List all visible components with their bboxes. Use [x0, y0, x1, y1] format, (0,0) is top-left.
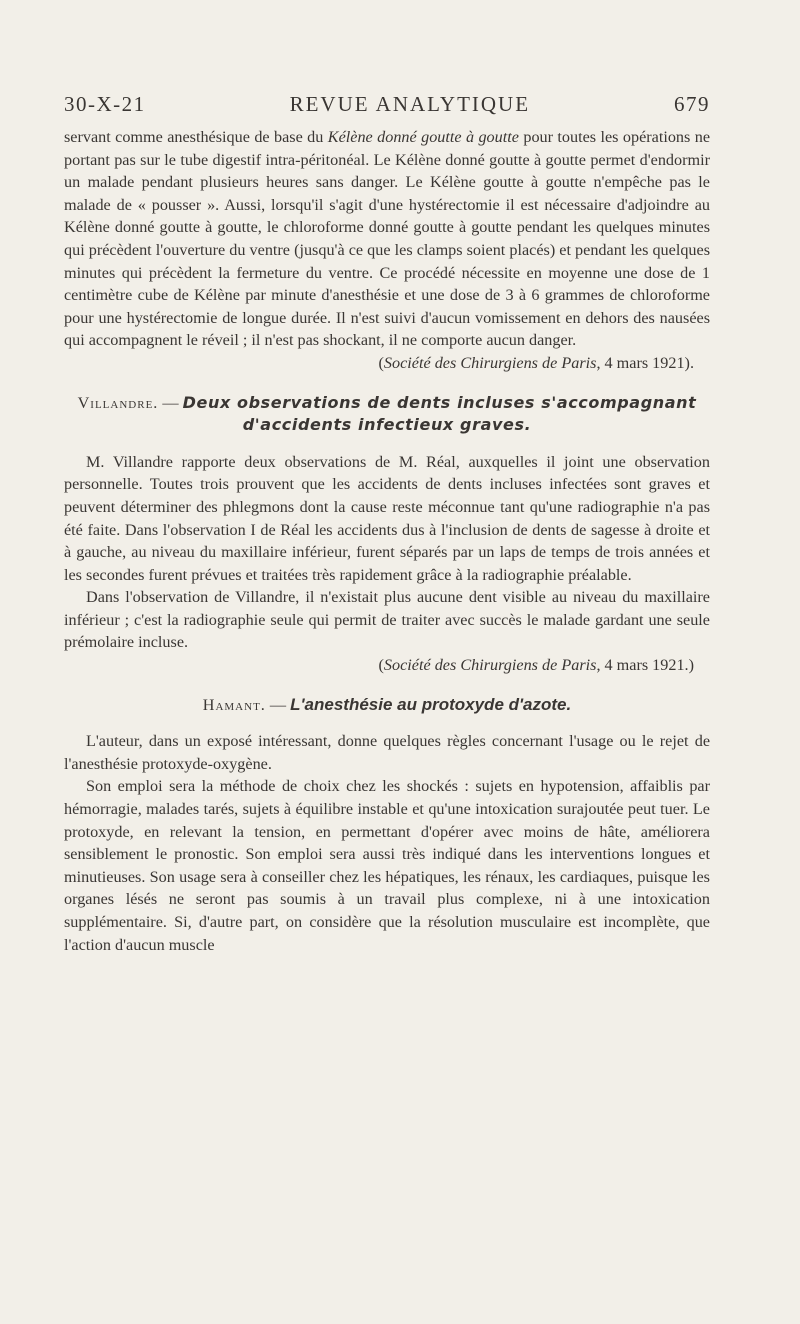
hamant-paragraph-1: L'auteur, dans un exposé intéressant, donne quelques règles concernant l'usage ou le rejet de l'anesthésie protoxyde-oxygène. [64, 732, 710, 773]
text-column [64, 126, 710, 956]
source-citation-2: (Société des Chirurgiens de Paris, 4 mars 1921.) [378, 656, 694, 675]
author-hamant: Hamant. [202, 695, 266, 714]
article-title-line-1: Deux observations de dents incluses s'accompagnant [182, 392, 697, 412]
villandre-paragraph-2: Dans l'observation de Villandre, il n'existait plus aucune dent visible au niveau du maxillaire inférieur ; c'est la radiographie seule qui permit de traiter avec succès le malade gardant une seule prémolaire incluse. [64, 588, 710, 652]
spacer [64, 716, 710, 730]
article-title-line-2: d'accidents infectieux graves. [242, 415, 532, 435]
journal-title: REVUE ANALYTIQUE [289, 92, 531, 116]
kelene-italic: Kélène donné goutte à goutte [327, 128, 519, 146]
villandre-paragraph-1: M. Villandre rapporte deux observations de M. Réal, auxquelles il joint une observation personnelle. Toutes trois prouvent que les accidents de dents incluses infectées sont graves et peuvent déterminer des phlegmons dont la cause reste méconnue tant qu'une radiographie n'a pas été faite. Dans l'observation I de Réal les accidents dus à l'inclusion de dents de sagesse à droite et à gauche, au niveau du maxillaire inférieur, furent séparés par un laps de temps de trois années et les secondes furent prévues et traitées très rapidement grâce à la radiographie préalable. [64, 452, 710, 584]
article-heading-villandre: Villandre. — Deux observations de dents incluses s'accompagnant d'accidents infectieux graves. [77, 392, 697, 435]
hamant-paragraph-2: Son emploi sera la méthode de choix chez les shockés : sujets en hypotension, affaiblis par hémorragie, malades tarés, sujets à équilibre instable et qu'une intoxication surajoutée peut tuer. Le protoxyde, en relevant la tension, en permettant d'opérer avec moins de hâte, améliorera sensiblement le pronostic. Son emploi sera aussi très indiqué dans les interventions longues et minutieuses. Son usage sera à conseiller chez les hépatiques, les rénaux, les cardiaques, puisque les organes lésés ne seront pas soumis à un travail plus complexe, ni à une intoxication supplémentaire. Si, d'autre part, on considère que la résolution musculaire est incomplète, que l'action d'aucun muscle [64, 777, 710, 954]
spacer [64, 375, 710, 392]
header-date: 30-X-21 [64, 92, 146, 116]
author-villandre: Villandre. [77, 393, 159, 412]
spacer [64, 437, 710, 451]
kelene-paragraph: servant comme anesthésique de base du Kélène donné goutte à goutte pour toutes les opérations ne portant pas sur le tube digestif intra-péritonéal. Le Kélène donné goutte à goutte permet d'endormir un malade pendant plusieurs heures sans danger. Le Kélène goutte à goutte n'empêche pas le malade de « pousser ». Aussi, lorsqu'il s'agit d'une hystérectomie il est nécessaire d'adjoindre au Kélène donné goutte à goutte, le chloroforme donné goutte à goutte pendant les quelques minutes qui précèdent l'ouverture du ventre (jusqu'à ce que les clamps soient placés) et pendant les quelques minutes qui précèdent la fermeture du ventre. Ce procédé nécessite en moyenne une dose de 1 centimètre cube de Kélène par minute d'anesthésie et une dose de 3 à 6 grammes de chloroforme pour une hystérectomie de longue durée. Il n'est suivi d'aucun vomissement en dehors des nausées qui accompagnent le réveil ; il n'est pas shockant, il ne comporte aucun danger. [64, 128, 711, 350]
spacer [64, 677, 710, 694]
article-title-hamant: L'anesthésie au protoxyde d'azote. [290, 694, 572, 714]
running-header [64, 92, 710, 117]
page-number: 679 [673, 92, 710, 116]
source-citation-1: (Société des Chirurgiens de Paris, 4 mars 1921). [378, 353, 694, 372]
article-heading-hamant: Hamant. — L'anesthésie au protoxyde d'azote. [202, 694, 572, 714]
